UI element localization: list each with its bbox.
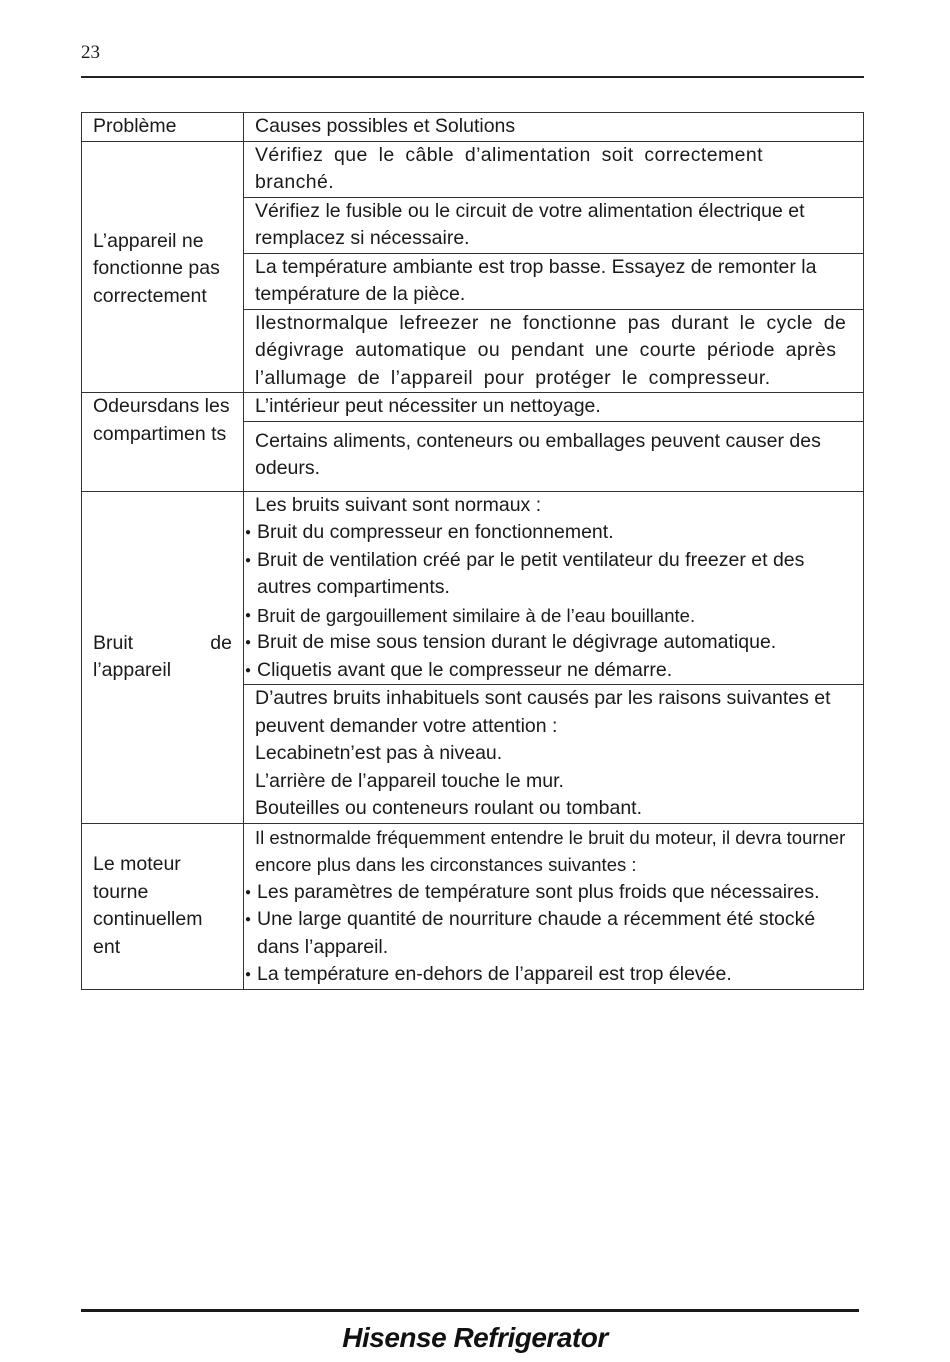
problem-cell [82, 491, 244, 823]
problem-cell: Le moteur tourne continuellem ent [82, 823, 244, 989]
header-solutions: Causes possibles et Solutions [244, 113, 864, 142]
solution-cell: Vérifiez le fusible ou le circuit de votre alimentation électrique et remplacez si nécessaire. [244, 197, 864, 253]
bullet-item: ● Une large quantité de nourriture chaude a récemment été stocké dans l’appareil. [243, 906, 852, 961]
bullet-item: ● Bruit de gargouillement similaire à de l’eau bouillante. [243, 602, 852, 630]
bullet-item: ● Bruit du compresseur en fonctionnement. [243, 519, 852, 547]
solution-intro: Il estnormalde fréquemment entendre le bruit du moteur, il devra tourner encore plus dans les circonstances suivantes : [255, 826, 846, 875]
table-row [82, 141, 864, 197]
page-number: 23 [81, 42, 100, 63]
bullet-item: ● Cliquetis avant que le compresseur ne démarre. [243, 657, 852, 685]
solution-intro: D’autres bruits inhabituels sont causés par les raisons suivantes et peuvent demander votre attention : [255, 687, 831, 737]
solution-cell [244, 685, 864, 824]
solution-cell: Vérifiez que le câble d’alimentation soit correctement branché. [244, 141, 864, 197]
table-row [82, 491, 864, 685]
troubleshooting-table [81, 112, 864, 990]
solution-line: Bouteilles ou conteneurs roulant ou tombant. [255, 797, 643, 819]
header-problem: Problème [82, 113, 244, 142]
table-header-row [82, 113, 864, 142]
problem-text: Bruit de l’appareil [93, 631, 232, 681]
solution-line: Lecabinetn’est pas à niveau. [255, 742, 503, 764]
bullet-item: ● Bruit de mise sous tension durant le dégivrage automatique. [243, 629, 852, 657]
bullet-item: ● Bruit de ventilation créé par le petit ventilateur du freezer et des autres compartiments. [243, 547, 852, 602]
solution-line: L’arrière de l’appareil touche le mur. [255, 769, 564, 792]
solution-cell: Certains aliments, conteneurs ou emballages peuvent causer des odeurs. [244, 421, 864, 491]
bullet-item: ● La température en-dehors de l’appareil est trop élevée. [243, 961, 852, 989]
solution-intro: Les bruits suivant sont normaux : [255, 493, 542, 516]
solution-cell: L’intérieur peut nécessiter un nettoyage. [244, 393, 864, 422]
footer-rule [81, 1309, 859, 1312]
bullet-item: ● Les paramètres de température sont plus froids que nécessaires. [243, 879, 852, 907]
problem-cell: Odeursdans les compartimen ts [82, 393, 244, 492]
brand-footer: Hisense Refrigerator [342, 1322, 608, 1353]
problem-cell: L’appareil ne fonctionne pas correctement [82, 141, 244, 393]
solution-cell [244, 823, 864, 989]
solution-cell: La température ambiante est trop basse. Essayez de remonter la température de la pièce. [244, 253, 864, 309]
table-row [82, 393, 864, 422]
table-row [82, 823, 864, 989]
header-rule [81, 76, 864, 78]
solution-cell [244, 491, 864, 685]
solution-cell: Ilestnormalque lefreezer ne fonctionne pas durant le cycle de dégivrage automatique ou pendant une courte période après l’allumage de l’appareil pour protéger le compresseur. [244, 309, 864, 393]
